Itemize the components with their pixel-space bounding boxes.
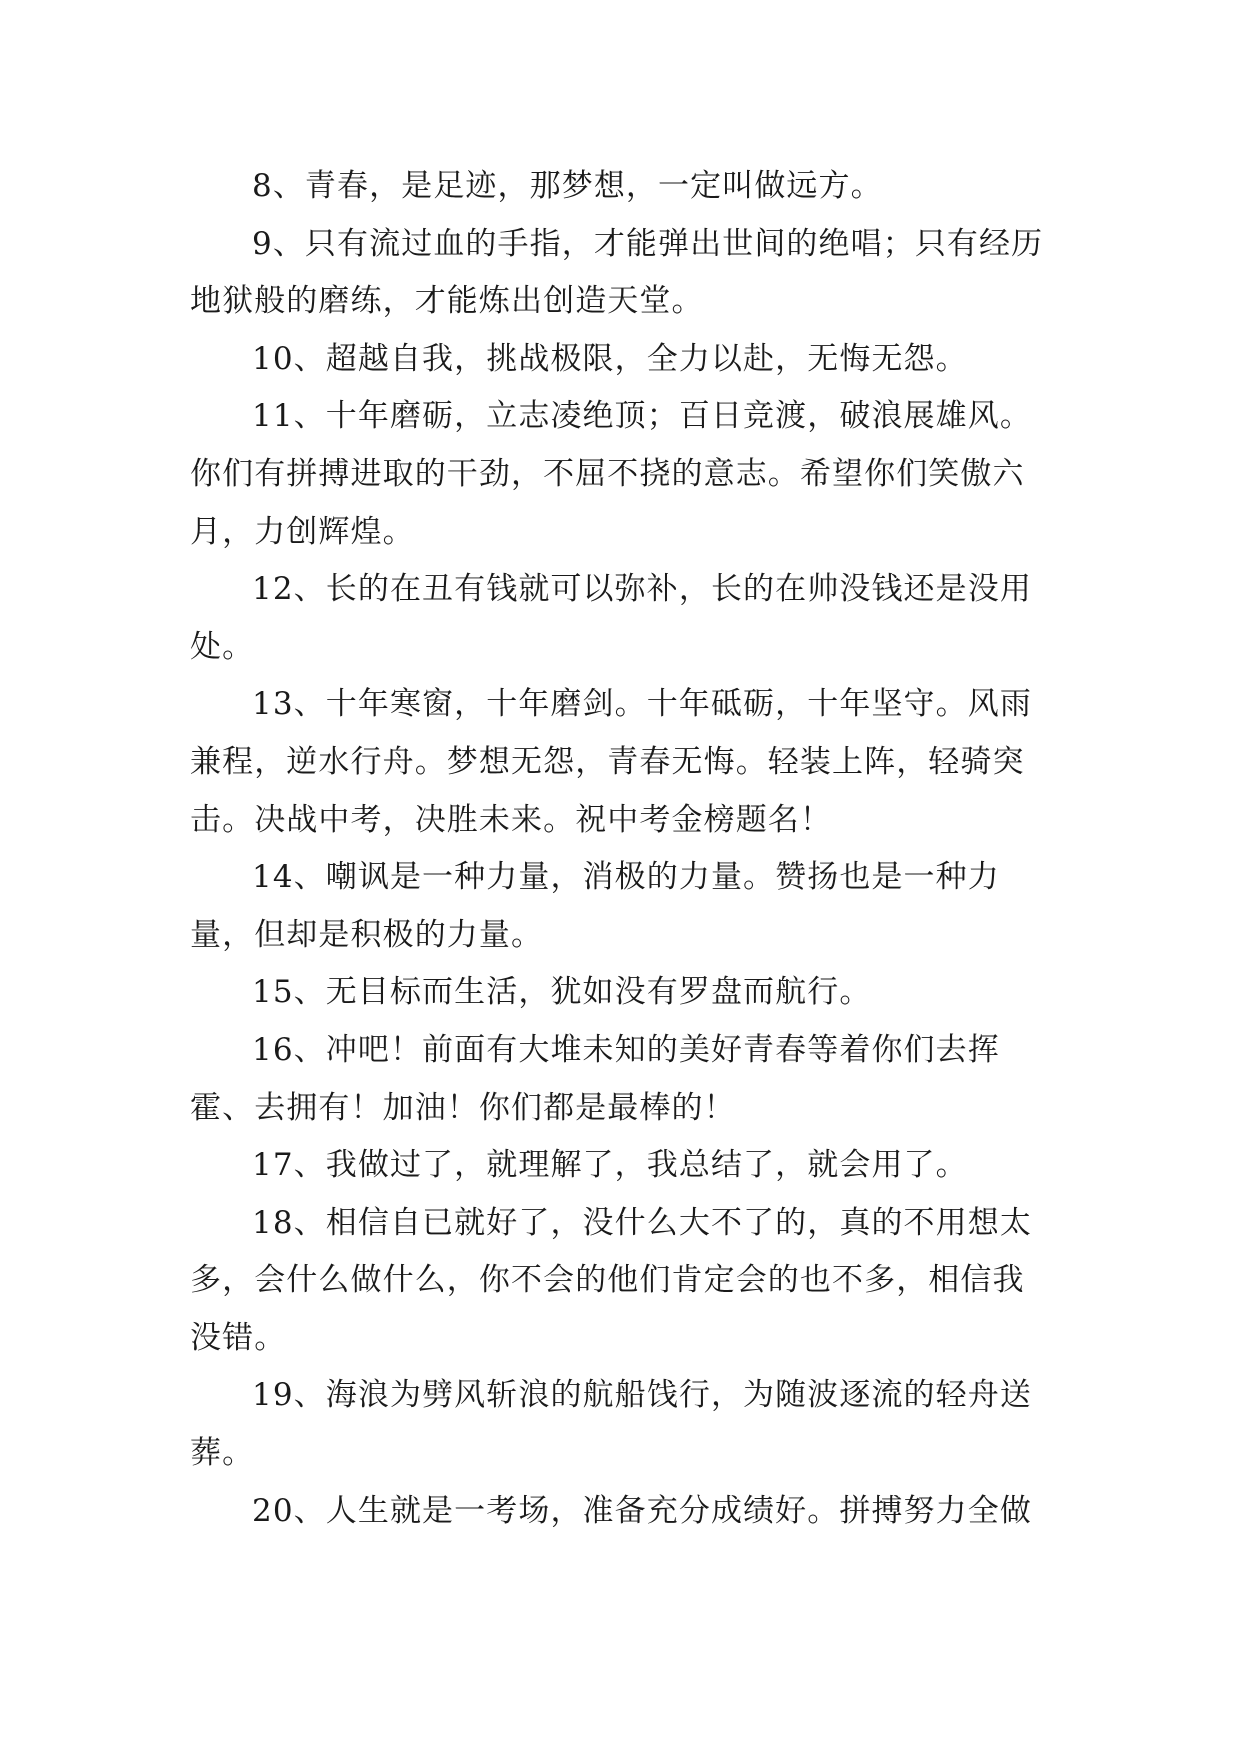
paragraph-11: 11、十年磨砺，立志凌绝顶；百日竞渡，破浪展雄风。你们有拼搏进取的干劲，不屈不挠的意志。希望你们笑傲六月，力创辉煌。 <box>190 398 1032 550</box>
paragraph-12: 12、长的在丑有钱就可以弥补，长的在帅没钱还是没用处。 <box>190 571 1032 665</box>
paragraph-19: 19、海浪为劈风斩浪的航船饯行，为随波逐流的轻舟送葬。 <box>190 1377 1032 1472</box>
paragraph-15: 15、无目标而生活，犹如没有罗盘而航行。 <box>252 974 872 1011</box>
paragraph-17: 17、我做过了，就理解了，我总结了，就会用了。 <box>252 1147 968 1184</box>
document-body <box>190 158 1050 1540</box>
paragraph-8: 8、青春，是足迹，那梦想，一定叫做远方。 <box>252 168 883 204</box>
paragraph-20: 20、人生就是一考场，准备充分成绩好。拼搏努力全做 <box>252 1492 1032 1529</box>
paragraph-14: 14、嘲讽是一种力量，消极的力量。赞扬也是一种力量，但却是积极的力量。 <box>190 859 1000 953</box>
paragraph-18: 18、相信自已就好了，没什么大不了的，真的不用想太多，会什么做什么，你不会的他们肯定会的也不多，相信我没错。 <box>190 1204 1032 1356</box>
paragraph-13: 13、十年寒窗，十年磨剑。十年砥砺，十年坚守。风雨兼程，逆水行舟。梦想无怨，青春无悔。轻装上阵，轻骑突击。决战中考，决胜未来。祝中考金榜题名！ <box>190 686 1032 838</box>
paragraph-10: 10、超越自我，挑战极限，全力以赴，无悔无怨。 <box>252 340 968 377</box>
paragraph-9: 9、只有流过血的手指，才能弹出世间的绝唱；只有经历地狱般的磨练，才能炼出创造天堂。 <box>190 225 1044 320</box>
paragraph-16: 16、冲吧！前面有大堆未知的美好青春等着你们去挥霍、去拥有！加油！你们都是最棒的！ <box>190 1031 1000 1126</box>
